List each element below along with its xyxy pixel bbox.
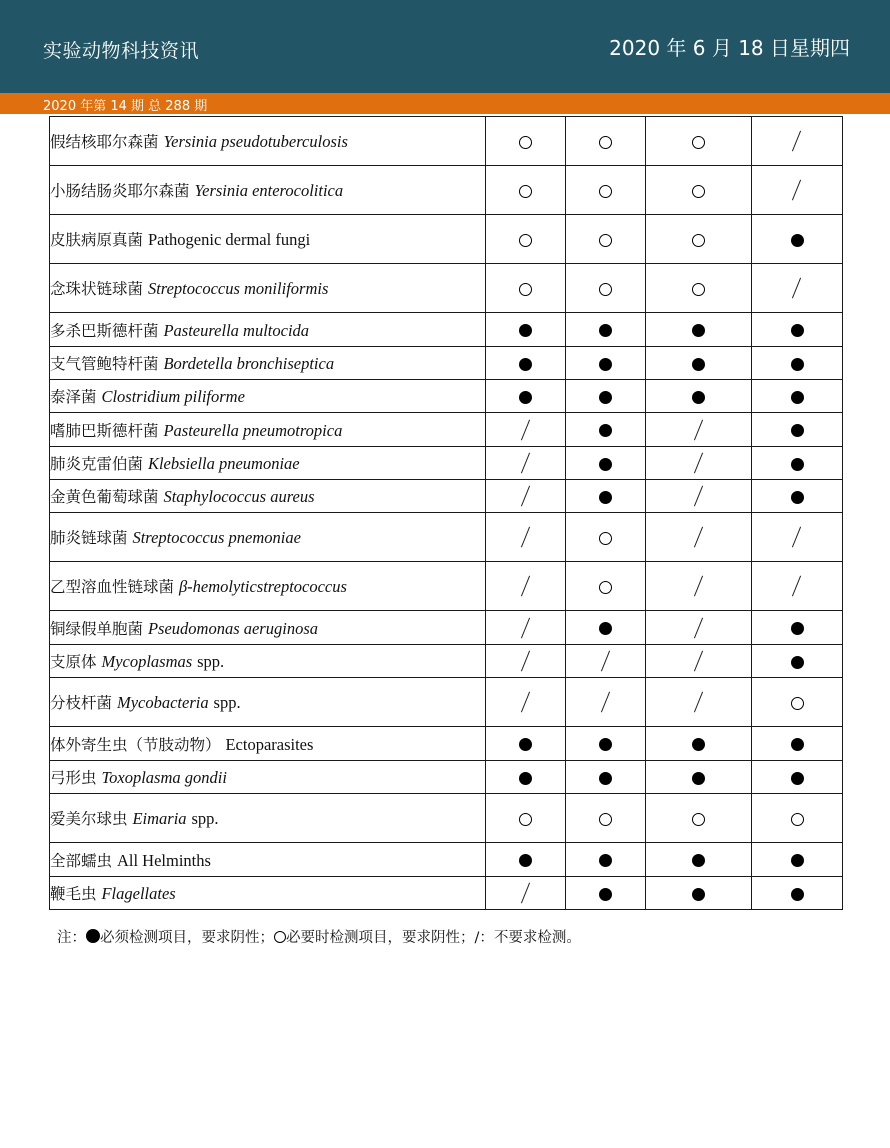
requirement-cell — [486, 264, 566, 313]
pathogen-scientific-name: Pseudomonas aeruginosa — [147, 618, 318, 638]
table-row — [50, 215, 843, 264]
requirement-cell — [566, 347, 646, 380]
slash-icon — [790, 180, 804, 200]
table-row — [50, 645, 843, 678]
pathogen-name-cell — [50, 562, 486, 611]
slash-icon — [692, 618, 706, 638]
requirement-cell — [486, 645, 566, 678]
requirement-cell — [646, 447, 752, 480]
slash-icon — [519, 576, 533, 596]
hollow-circle-icon — [599, 136, 612, 149]
journal-title: 实验动物科技资讯 — [43, 40, 200, 62]
requirement-cell — [486, 347, 566, 380]
hollow-circle-icon — [519, 813, 532, 826]
pathogen-name-cell — [50, 794, 486, 843]
pathogen-chinese-name: 支原体 — [50, 653, 97, 671]
filled-circle-icon — [519, 738, 532, 751]
filled-circle-icon — [791, 656, 804, 669]
filled-circle-icon — [791, 491, 804, 504]
requirement-cell — [486, 678, 566, 727]
requirement-cell — [646, 513, 752, 562]
hollow-circle-icon — [692, 813, 705, 826]
hollow-circle-icon — [599, 532, 612, 545]
filled-circle-icon — [599, 888, 612, 901]
requirement-cell — [566, 215, 646, 264]
filled-circle-icon — [791, 854, 804, 867]
filled-circle-icon — [791, 622, 804, 635]
requirement-cell — [646, 562, 752, 611]
pathogen-chinese-name: 铜绿假单胞菌 — [50, 619, 144, 638]
pathogen-name-cell — [50, 678, 486, 727]
pathogen-name-cell — [50, 313, 486, 347]
pathogen-chinese-name: 小肠结肠炎耶尔森菌 — [50, 182, 190, 200]
table-row — [50, 843, 843, 877]
pathogen-name-cell — [50, 727, 486, 761]
filled-circle-icon — [791, 888, 804, 901]
slash-icon — [692, 527, 706, 547]
pathogen-chinese-name: 金黄色葡萄球菌 — [50, 488, 159, 506]
pathogen-table — [49, 116, 843, 910]
requirement-cell — [646, 166, 752, 215]
requirement-cell — [646, 480, 752, 513]
pathogen-name-cell — [50, 645, 486, 678]
requirement-cell — [486, 843, 566, 877]
requirement-cell — [646, 645, 752, 678]
pathogen-scientific-name: Klebsiella pneumoniae — [147, 454, 300, 473]
legend-note — [57, 926, 581, 947]
requirement-cell — [486, 447, 566, 480]
hollow-circle-icon — [274, 931, 286, 943]
hollow-circle-icon — [791, 813, 804, 826]
requirement-cell — [566, 562, 646, 611]
requirement-cell — [752, 117, 843, 166]
issue-number: 2020 年第 14 期 总 288 期 — [43, 99, 208, 114]
pathogen-scientific-name: Mycoplasmas — [101, 652, 193, 671]
table-row — [50, 413, 843, 447]
pathogen-english-name: spp. — [191, 809, 219, 828]
slash-icon — [519, 420, 533, 440]
requirement-cell — [486, 480, 566, 513]
requirement-cell — [566, 645, 646, 678]
pathogen-scientific-name: Yersinia pseudotuberculosis — [163, 132, 348, 151]
requirement-cell — [566, 761, 646, 794]
pathogen-scientific-name: Flagellates — [101, 884, 176, 903]
slash-icon — [519, 883, 533, 903]
filled-circle-icon — [791, 424, 804, 437]
filled-circle-icon — [692, 358, 705, 371]
filled-circle-icon — [519, 854, 532, 867]
pathogen-scientific-name: Streptococcus pnemoniae — [132, 528, 301, 547]
requirement-cell — [566, 678, 646, 727]
slash-icon — [790, 527, 804, 547]
pathogen-name-cell — [50, 413, 486, 447]
pathogen-english-name: All Helminths — [116, 850, 211, 870]
table-row — [50, 380, 843, 413]
requirement-cell — [752, 843, 843, 877]
pathogen-name-cell — [50, 513, 486, 562]
hollow-circle-icon — [599, 234, 612, 247]
pathogen-english-name: spp. — [213, 693, 241, 712]
filled-circle-icon — [599, 854, 612, 867]
requirement-cell — [486, 611, 566, 645]
requirement-cell — [752, 727, 843, 761]
pathogen-chinese-name: 体外寄生虫（节肢动物） — [50, 735, 221, 754]
slash-icon — [599, 651, 613, 671]
slash-icon — [519, 453, 533, 473]
hollow-circle-icon — [519, 136, 532, 149]
pathogen-name-cell — [50, 380, 486, 413]
requirement-cell — [646, 117, 752, 166]
filled-circle-icon — [86, 929, 100, 943]
filled-circle-icon — [519, 391, 532, 404]
requirement-cell — [566, 447, 646, 480]
requirement-cell — [566, 727, 646, 761]
pathogen-scientific-name: Clostridium piliforme — [101, 387, 245, 406]
slash-icon — [692, 453, 706, 473]
pathogen-name-cell — [50, 877, 486, 910]
pathogen-scientific-name: Pasteurella pneumotropica — [163, 420, 343, 440]
requirement-cell — [752, 794, 843, 843]
requirement-cell — [752, 877, 843, 910]
slash-icon — [692, 576, 706, 596]
requirement-cell — [486, 117, 566, 166]
table-row — [50, 678, 843, 727]
requirement-cell — [566, 513, 646, 562]
filled-circle-icon — [519, 772, 532, 785]
hollow-circle-icon — [791, 697, 804, 710]
table-row — [50, 166, 843, 215]
requirement-cell — [566, 380, 646, 413]
note-prefix: 注： — [57, 930, 86, 946]
table-row — [50, 313, 843, 347]
requirement-cell — [752, 313, 843, 347]
pathogen-name-cell — [50, 843, 486, 877]
requirement-cell — [486, 727, 566, 761]
requirement-cell — [752, 413, 843, 447]
requirement-cell — [752, 347, 843, 380]
slash-icon — [692, 486, 706, 506]
slash-icon — [519, 486, 533, 506]
table-row — [50, 447, 843, 480]
requirement-cell — [566, 117, 646, 166]
requirement-cell — [646, 727, 752, 761]
pathogen-scientific-name: Eimaria — [132, 809, 187, 828]
filled-circle-icon — [599, 324, 612, 337]
hollow-circle-icon — [519, 234, 532, 247]
requirement-cell — [486, 513, 566, 562]
requirement-cell — [566, 264, 646, 313]
requirement-cell — [646, 794, 752, 843]
table-row — [50, 794, 843, 843]
table-row — [50, 727, 843, 761]
pathogen-english-name: spp. — [197, 652, 225, 671]
requirement-cell — [752, 645, 843, 678]
filled-circle-icon — [599, 424, 612, 437]
pathogen-scientific-name: Streptococcus moniliformis — [147, 279, 329, 298]
filled-circle-icon — [791, 772, 804, 785]
table-row — [50, 877, 843, 910]
pathogen-name-cell — [50, 166, 486, 215]
requirement-cell — [646, 843, 752, 877]
pathogen-english-name: Ectoparasites — [225, 734, 314, 754]
pathogen-chinese-name: 全部蠕虫 — [50, 851, 113, 870]
requirement-cell — [752, 513, 843, 562]
issue-date: 2020 年 6 月 18 日星期四 — [609, 36, 850, 60]
requirement-cell — [752, 215, 843, 264]
pathogen-scientific-name: Staphylococcus aureus — [163, 487, 315, 506]
slash-icon — [519, 651, 533, 671]
requirement-cell — [752, 480, 843, 513]
requirement-cell — [752, 761, 843, 794]
filled-circle-icon — [519, 324, 532, 337]
note-hollow-text: 必要时检测项目，要求阴性； — [286, 930, 475, 946]
requirement-cell — [646, 215, 752, 264]
requirement-cell — [486, 313, 566, 347]
pathogen-name-cell — [50, 264, 486, 313]
table-row — [50, 611, 843, 645]
hollow-circle-icon — [599, 813, 612, 826]
requirement-cell — [646, 413, 752, 447]
filled-circle-icon — [599, 772, 612, 785]
filled-circle-icon — [519, 358, 532, 371]
hollow-circle-icon — [692, 234, 705, 247]
pathogen-chinese-name: 假结核耶尔森菌 — [50, 133, 159, 151]
pathogen-chinese-name: 支气管鲍特杆菌 — [50, 355, 159, 373]
pathogen-name-cell — [50, 761, 486, 794]
note-slash-text: /：不要求检测。 — [474, 930, 581, 946]
pathogen-name-cell — [50, 215, 486, 264]
requirement-cell — [752, 447, 843, 480]
requirement-cell — [646, 611, 752, 645]
table-row — [50, 264, 843, 313]
pathogen-english-name: Pathogenic dermal fungi — [147, 230, 311, 249]
filled-circle-icon — [692, 738, 705, 751]
pathogen-chinese-name: 泰泽菌 — [50, 388, 97, 406]
table-row — [50, 761, 843, 794]
requirement-cell — [752, 562, 843, 611]
pathogen-scientific-name: Pasteurella multocida — [163, 320, 310, 340]
slash-icon — [519, 527, 533, 547]
requirement-cell — [646, 347, 752, 380]
requirement-cell — [566, 794, 646, 843]
filled-circle-icon — [599, 491, 612, 504]
requirement-cell — [646, 380, 752, 413]
filled-circle-icon — [599, 622, 612, 635]
filled-circle-icon — [692, 391, 705, 404]
filled-circle-icon — [599, 458, 612, 471]
requirement-cell — [566, 313, 646, 347]
filled-circle-icon — [599, 358, 612, 371]
requirement-cell — [486, 166, 566, 215]
slash-icon — [519, 618, 533, 638]
requirement-cell — [646, 678, 752, 727]
hollow-circle-icon — [519, 185, 532, 198]
requirement-cell — [566, 480, 646, 513]
slash-icon — [790, 576, 804, 596]
issue-bar — [0, 93, 890, 114]
pathogen-scientific-name: Mycobacteria — [116, 693, 209, 712]
pathogen-chinese-name: 肺炎链球菌 — [50, 529, 128, 547]
requirement-cell — [486, 562, 566, 611]
hollow-circle-icon — [692, 185, 705, 198]
requirement-cell — [646, 264, 752, 313]
requirement-cell — [486, 380, 566, 413]
pathogen-name-cell — [50, 480, 486, 513]
pathogen-chinese-name: 鞭毛虫 — [50, 885, 97, 903]
filled-circle-icon — [599, 391, 612, 404]
filled-circle-icon — [692, 854, 705, 867]
requirement-cell — [752, 611, 843, 645]
slash-icon — [692, 692, 706, 712]
pathogen-scientific-name: Yersinia enterocolitica — [194, 181, 344, 200]
pathogen-chinese-name: 多杀巴斯德杆菌 — [50, 321, 159, 340]
slash-icon — [790, 278, 804, 298]
pathogen-name-cell — [50, 117, 486, 166]
requirement-cell — [566, 843, 646, 877]
slash-icon — [790, 131, 804, 151]
pathogen-chinese-name: 弓形虫 — [50, 769, 97, 787]
note-filled-text: 必须检测项目，要求阴性； — [100, 930, 274, 946]
requirement-cell — [486, 413, 566, 447]
filled-circle-icon — [791, 234, 804, 247]
requirement-cell — [566, 166, 646, 215]
slash-icon — [692, 420, 706, 440]
pathogen-name-cell — [50, 447, 486, 480]
filled-circle-icon — [692, 772, 705, 785]
requirement-cell — [486, 761, 566, 794]
pathogen-chinese-name: 皮肤病原真菌 — [50, 231, 144, 249]
pathogen-chinese-name: 分枝杆菌 — [50, 694, 113, 712]
pathogen-chinese-name: 乙型溶血性链球菌 — [50, 578, 175, 596]
table-row — [50, 117, 843, 166]
pathogen-name-cell — [50, 347, 486, 380]
page-header — [0, 0, 890, 93]
requirement-cell — [752, 264, 843, 313]
hollow-circle-icon — [692, 136, 705, 149]
slash-icon — [519, 692, 533, 712]
pathogen-scientific-name: β-hemolyticstreptococcus — [178, 577, 347, 596]
filled-circle-icon — [791, 391, 804, 404]
requirement-cell — [486, 877, 566, 910]
table-row — [50, 480, 843, 513]
requirement-cell — [486, 794, 566, 843]
table-row — [50, 513, 843, 562]
pathogen-scientific-name: Toxoplasma gondii — [101, 768, 227, 787]
requirement-cell — [486, 215, 566, 264]
pathogen-name-cell — [50, 611, 486, 645]
hollow-circle-icon — [519, 283, 532, 296]
hollow-circle-icon — [599, 283, 612, 296]
filled-circle-icon — [791, 358, 804, 371]
requirement-cell — [566, 413, 646, 447]
pathogen-chinese-name: 嗜肺巴斯德杆菌 — [50, 421, 159, 440]
pathogen-scientific-name: Bordetella bronchiseptica — [163, 354, 335, 373]
filled-circle-icon — [692, 324, 705, 337]
requirement-cell — [646, 877, 752, 910]
filled-circle-icon — [599, 738, 612, 751]
hollow-circle-icon — [599, 185, 612, 198]
requirement-cell — [566, 611, 646, 645]
slash-icon — [599, 692, 613, 712]
requirement-cell — [646, 313, 752, 347]
pathogen-chinese-name: 爱美尔球虫 — [50, 810, 128, 828]
requirement-cell — [752, 166, 843, 215]
pathogen-chinese-name: 肺炎克雷伯菌 — [50, 455, 144, 473]
requirement-cell — [752, 380, 843, 413]
hollow-circle-icon — [599, 581, 612, 594]
slash-icon — [692, 651, 706, 671]
hollow-circle-icon — [692, 283, 705, 296]
requirement-cell — [752, 678, 843, 727]
filled-circle-icon — [791, 324, 804, 337]
filled-circle-icon — [791, 458, 804, 471]
filled-circle-icon — [692, 888, 705, 901]
pathogen-chinese-name: 念珠状链球菌 — [50, 280, 144, 298]
requirement-cell — [566, 877, 646, 910]
table-row — [50, 562, 843, 611]
table-row — [50, 347, 843, 380]
filled-circle-icon — [791, 738, 804, 751]
requirement-cell — [646, 761, 752, 794]
